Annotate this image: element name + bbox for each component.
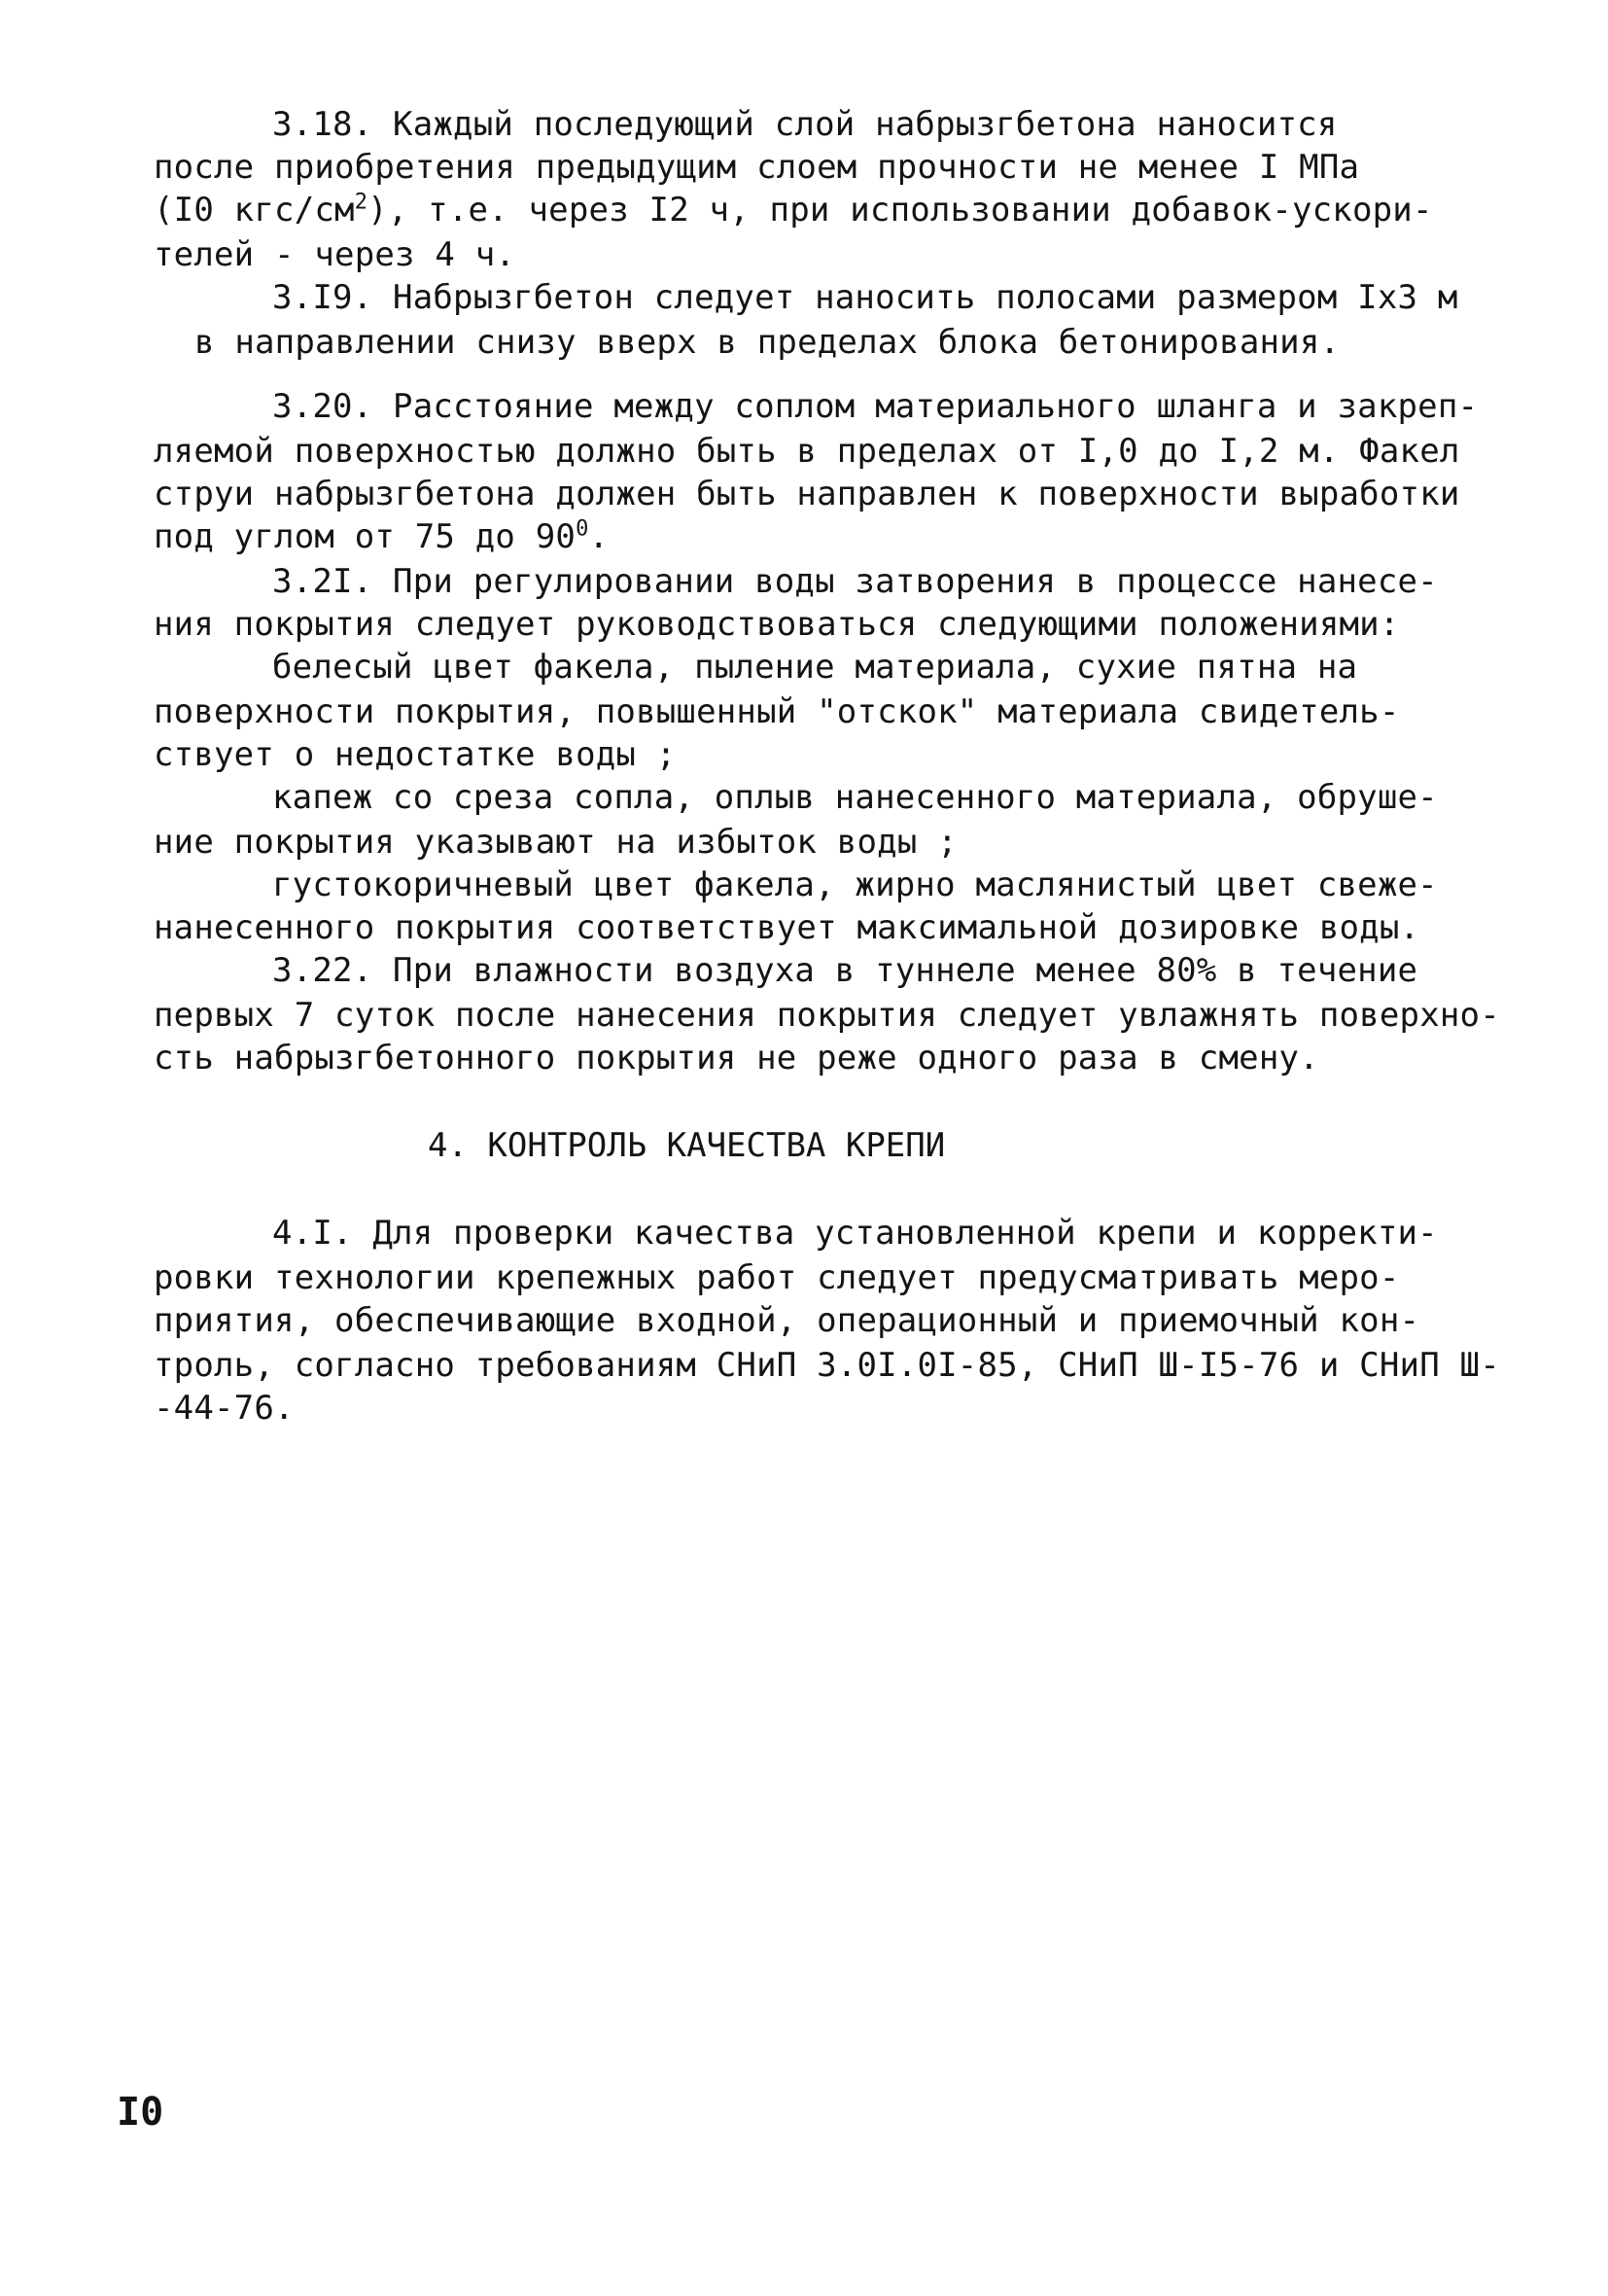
p41-line-2: ровки технологии крепежных работ следует предусматривать меро-	[154, 1258, 1400, 1297]
item1-line-1: белесый цвет факела, пыление материала, сухие пятна на	[272, 648, 1358, 687]
p320-line-4a: под углом от 75 до 90	[154, 517, 577, 556]
section-heading: 4. КОНТРОЛЬ КАЧЕСТВА КРЕПИ	[428, 1126, 946, 1165]
p320-line-4	[154, 515, 609, 558]
item1-line-2: поверхности покрытия, повышенный "отскок" материала свидетель-	[154, 692, 1400, 731]
p322-line-3: сть набрызгбетонного покрытия не реже одного раза в смену.	[154, 1039, 1319, 1077]
item2-line-1: капеж со среза сопла, оплыв нанесенного материала, обруше-	[272, 778, 1438, 817]
p319-line-2: в направлении снизу вверх в пределах блока бетонирования.	[194, 323, 1341, 362]
p321-line-2: ния покрытия следует руководствоваться следующими положениями:	[154, 605, 1400, 644]
p321-line-1: 3.2I. При регулировании воды затворения в процессе нанесе-	[272, 562, 1438, 601]
p320-line-4b: .	[588, 517, 610, 556]
p320-line-2: ляемой поверхностью должно быть в пределах от I,0 до I,2 м. Факел	[154, 432, 1460, 471]
page-number: I0	[117, 2090, 164, 2135]
p318-line-2: после приобретения предыдущим слоем прочности не менее I МПа	[154, 148, 1360, 187]
p41-line-4: троль, согласно требованиям СНиП 3.0I.0I-85, СНиП Ш-I5-76 и СНиП Ш-	[154, 1346, 1500, 1385]
p322-line-1: 3.22. При влажности воздуха в туннеле менее 80% в течение	[272, 951, 1418, 990]
p320-line-1: 3.20. Расстояние между соплом материального шланга и закреп-	[272, 387, 1479, 426]
p318-line-3	[154, 189, 1433, 231]
item3-line-2: нанесенного покрытия соответствует максимальной дозировке воды.	[154, 908, 1420, 947]
p318-line-3b: ), т.е. через I2 ч, при использовании добавок-ускори-	[367, 191, 1433, 230]
p320-line-3: струи набрызгбетона должен быть направлен к поверхности выработки	[154, 475, 1460, 513]
item2-line-2: ние покрытия указывают на избыток воды ;	[154, 823, 958, 862]
p320-superscript: 0	[576, 516, 589, 542]
p41-line-1: 4.I. Для проверки качества установленной крепи и корректи-	[272, 1214, 1438, 1253]
p318-superscript: 2	[354, 190, 368, 215]
p41-line-3: приятия, обеспечивающие входной, операционный и приемочный кон-	[154, 1301, 1420, 1340]
p319-line-1: 3.I9. Набрызгбетон следует наносить полосами размером IхЗ м	[272, 278, 1458, 317]
p322-line-2: первых 7 суток после нанесения покрытия следует увлажнять поверхно-	[154, 996, 1500, 1035]
item1-line-3: ствует о недостатке воды ;	[154, 735, 677, 774]
p41-line-5: -44-76.	[154, 1389, 295, 1428]
p318-line-3a: (I0 кгс/см	[154, 191, 355, 230]
p318-line-1: 3.18. Каждый последующий слой набрызгбетона наносится	[272, 105, 1338, 144]
p318-line-4: телей - через 4 ч.	[154, 235, 516, 274]
item3-line-1: густокоричневый цвет факела, жирно маслянистый цвет свеже-	[272, 865, 1438, 904]
